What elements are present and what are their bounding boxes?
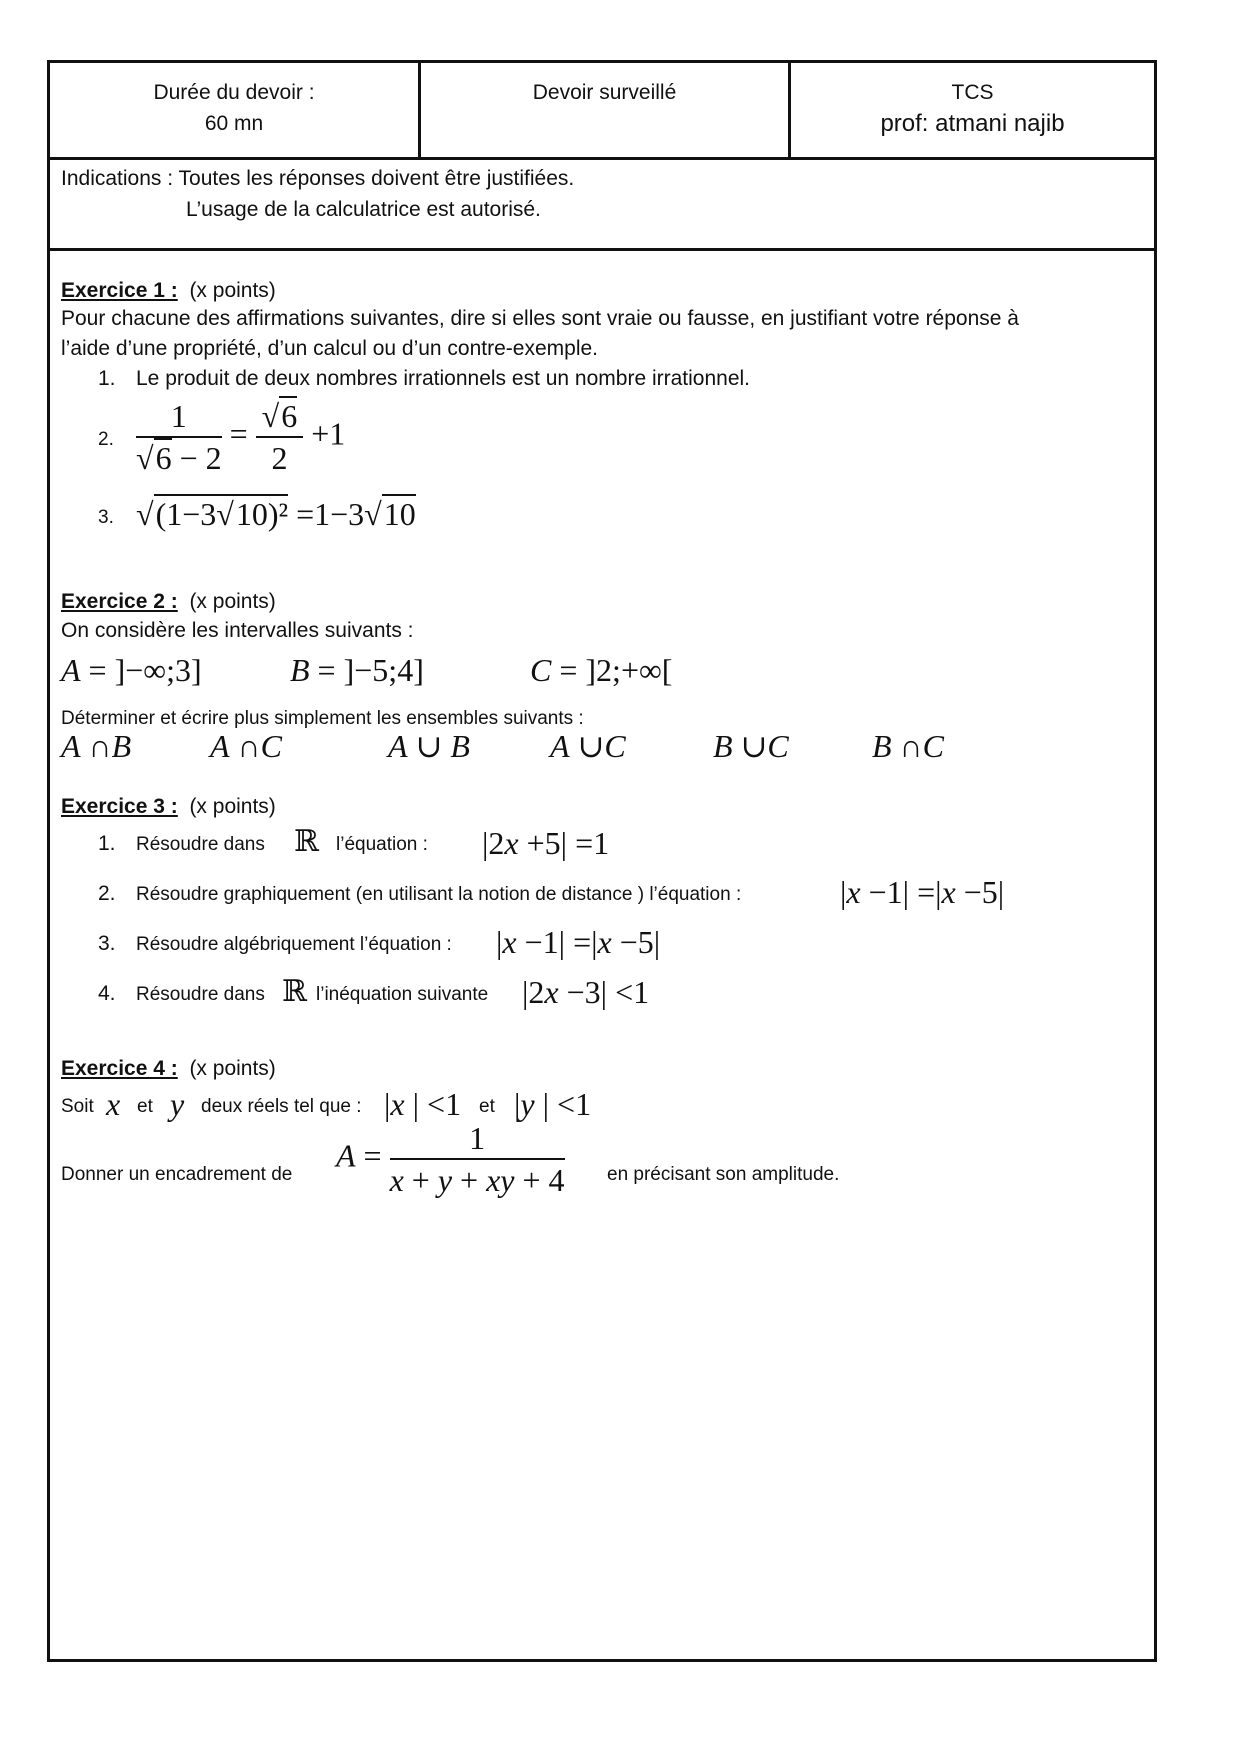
ex4-soit: Soit <box>61 1096 94 1117</box>
abs-y-condition: |y | <1 <box>514 1086 592 1122</box>
ex2-task: Déterminer et écrire plus simplement les ensembles suivants : <box>61 708 584 729</box>
ex3-heading <box>61 793 276 821</box>
class-name: TCS <box>951 81 994 104</box>
reals-symbol-1: ℝ <box>294 825 319 858</box>
exam-title: Devoir surveillé <box>532 81 677 104</box>
set-a-inter-c: A ∩C <box>210 728 282 764</box>
set-b-union-c: B ∪C <box>713 728 789 764</box>
indications-line2: L’usage de la calculatrice est autorisé. <box>186 198 541 221</box>
ex2-intro: On considère les intervalles suivants : <box>61 619 414 642</box>
ex4-et2: et <box>479 1096 495 1117</box>
ex1-intro2: l’aide d’une propriété, d’un calcul ou d’un contre-exemple. <box>61 337 598 360</box>
ex3-q4b: l’inéquation suivante <box>316 984 489 1005</box>
ex3-num2: 2. <box>98 882 116 905</box>
ex1-num1: 1. <box>98 367 116 390</box>
class-cell <box>791 63 1154 157</box>
ex1-num2: 2. <box>98 429 114 450</box>
indications <box>50 157 1154 251</box>
title-cell <box>421 63 791 157</box>
ex3-q2: Résoudre graphiquement (en utilisant la notion de distance ) l’équation : <box>136 884 742 905</box>
ex4-donner: Donner un encadrement de <box>61 1164 293 1185</box>
interval-c: C = ]2;+∞[ <box>530 652 673 688</box>
set-a-union-b: A ∪ B <box>388 728 470 764</box>
ex3-num3: 3. <box>98 932 116 955</box>
interval-a: A = ]−∞;3] <box>61 652 202 688</box>
ex3-eq3: |x −1| =|x −5| <box>496 924 661 960</box>
ex4-et: et <box>137 1096 153 1117</box>
ex1-heading <box>61 277 276 305</box>
ex1-formula3: √(1−3√10)² =1−3√10 <box>136 496 416 532</box>
ex3-q1: Résoudre dans <box>136 834 265 855</box>
set-a-union-c: A ∪C <box>550 728 626 764</box>
ex4-heading <box>61 1055 276 1083</box>
ex3-num4: 4. <box>98 982 116 1005</box>
duration-label: Durée du devoir : <box>153 81 315 104</box>
ex3-q4: Résoudre dans <box>136 984 265 1005</box>
ex3-points: (x points) <box>189 795 276 818</box>
teacher-name: prof: atmani najib <box>880 110 1065 137</box>
ex3-q1b: l’équation : <box>336 834 428 855</box>
ex3-title: Exercice 3 : <box>61 795 178 818</box>
var-x: x <box>106 1086 121 1122</box>
exam-frame <box>47 60 1157 1662</box>
ex4-points: (x points) <box>189 1057 276 1080</box>
ex3-eq2: |x −1| =|x −5| <box>840 874 1005 910</box>
ex1-num3: 3. <box>98 507 114 528</box>
header-row <box>50 63 1154 160</box>
ex4-tel: deux réels tel que : <box>201 1096 362 1117</box>
interval-b: B = ]−5;4] <box>290 652 424 688</box>
ex2-points: (x points) <box>189 590 276 613</box>
set-b-inter-c: B ∩C <box>872 728 944 764</box>
ex3-ineq4: |2x −3| <1 <box>522 974 650 1010</box>
ex2-heading <box>61 588 276 616</box>
ex4-fraction-a: A = $\frac{1}{x + y + xy + 4}$ <box>336 1120 565 1198</box>
ex4-title: Exercice 4 : <box>61 1057 178 1080</box>
ex1-item1: Le produit de deux nombres irrationnels est un nombre irrationnel. <box>136 367 751 390</box>
set-a-inter-b: A ∩B <box>61 728 132 764</box>
duration-cell <box>50 63 421 157</box>
abs-x-condition: |x | <1 <box>384 1086 462 1122</box>
ex1-intro1: Pour chacune des affirmations suivantes, dire si elles sont vraie ou fausse, en justifiant votre réponse à <box>61 307 1019 330</box>
ex3-q3: Résoudre algébriquement l’équation : <box>136 934 452 955</box>
ex1-title: Exercice 1 : <box>61 279 178 302</box>
ex3-eq1: |2x +5| =1 <box>482 825 610 861</box>
ex1-formula2: $\frac{1}{√6 - 2}$ = $\frac{√6}{2}$ +1 <box>136 398 346 476</box>
reals-symbol-2: ℝ <box>282 975 307 1008</box>
ex2-title: Exercice 2 : <box>61 590 178 613</box>
ex3-num1: 1. <box>98 832 116 855</box>
var-y: y <box>170 1086 185 1122</box>
duration-value: 60 mn <box>204 112 264 135</box>
ex1-points: (x points) <box>189 279 276 302</box>
ex4-precis: en précisant son amplitude. <box>607 1164 840 1185</box>
indications-line1: Indications : Toutes les réponses doivent être justifiées. <box>61 167 575 190</box>
